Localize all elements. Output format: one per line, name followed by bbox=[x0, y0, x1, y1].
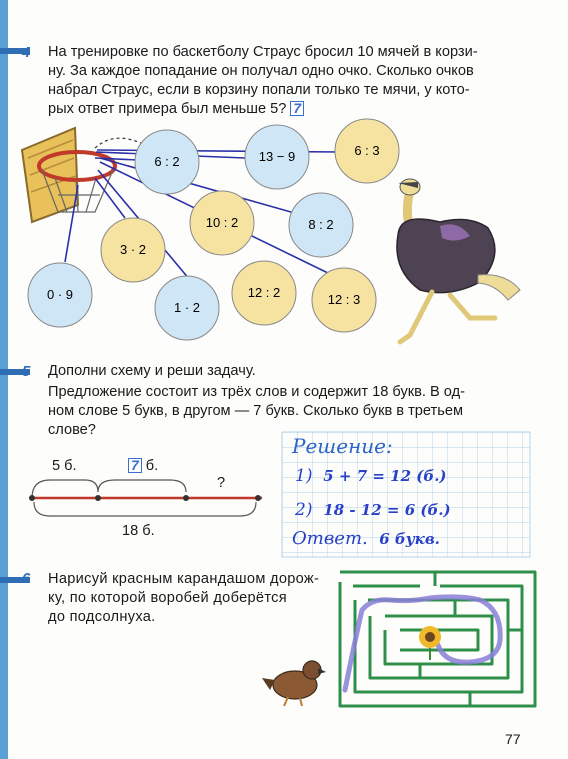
total-label: 18 б. bbox=[122, 523, 155, 539]
step-text: 18 - 12 = 6 (б.) bbox=[323, 501, 451, 519]
ball-label: 6 : 3 bbox=[354, 143, 380, 158]
ball-label: 1 · 2 bbox=[173, 300, 201, 315]
ball-label: 6 : 2 bbox=[154, 154, 180, 169]
segment-3-label: ? bbox=[217, 475, 226, 491]
answer-label: Ответ. bbox=[292, 528, 368, 549]
segment-1-label: 5 б. bbox=[52, 458, 77, 474]
page-number: 77 bbox=[505, 731, 521, 747]
answer-text: 6 букв. bbox=[379, 530, 440, 548]
ball-label: 13 − 9 bbox=[258, 149, 296, 164]
text-line: до подсолнуха. bbox=[48, 609, 156, 625]
solution-title: Решение: bbox=[292, 434, 393, 458]
text-line: Нарисуй красным карандашом дорож- bbox=[48, 571, 320, 587]
text-line: слове? bbox=[48, 422, 96, 438]
text-line: ку, по которой воробей доберётся bbox=[48, 590, 287, 606]
text-line: набрал Страус, если в корзину попали только те мячи, у кото- bbox=[48, 82, 470, 98]
ball-label: 0 · 9 bbox=[46, 287, 74, 302]
task-number: 5 bbox=[22, 363, 31, 380]
ball-label: 8 : 2 bbox=[308, 217, 334, 232]
text-line: ну. За каждое попадание он получал одно очко. Сколько очков bbox=[48, 63, 474, 79]
answer-box: 7 bbox=[290, 101, 304, 116]
task-number: 6 bbox=[22, 570, 31, 587]
task5-title: Дополни схему и реши задачу. bbox=[48, 363, 256, 379]
text-line: Предложение состоит из трёх слов и содержит 18 букв. В од- bbox=[48, 384, 465, 400]
ball-label: 12 : 2 bbox=[247, 285, 281, 300]
segment-unit: б. bbox=[145, 458, 159, 474]
sparrow-icon bbox=[262, 661, 326, 706]
step-number: 1) bbox=[295, 466, 313, 486]
task-number: 4 bbox=[22, 44, 31, 61]
ball-label: 12 : 3 bbox=[327, 292, 361, 307]
text-line-end: рых ответ примера был меньше 5? bbox=[48, 101, 287, 117]
step-text: 5 + 7 = 12 (б.) bbox=[323, 467, 447, 485]
ball-label: 10 : 2 bbox=[205, 215, 239, 230]
step-number: 2) bbox=[295, 500, 313, 520]
answer-box: 7 bbox=[128, 458, 142, 473]
ball-label: 3 · 2 bbox=[119, 242, 147, 257]
sunflower-icon bbox=[419, 626, 441, 660]
text-line: На тренировке по баскетболу Страус бросил 10 мячей в корзи- bbox=[48, 44, 478, 60]
text-line: ном слове 5 букв, в другом — 7 букв. Сколько букв в третьем bbox=[48, 403, 463, 419]
